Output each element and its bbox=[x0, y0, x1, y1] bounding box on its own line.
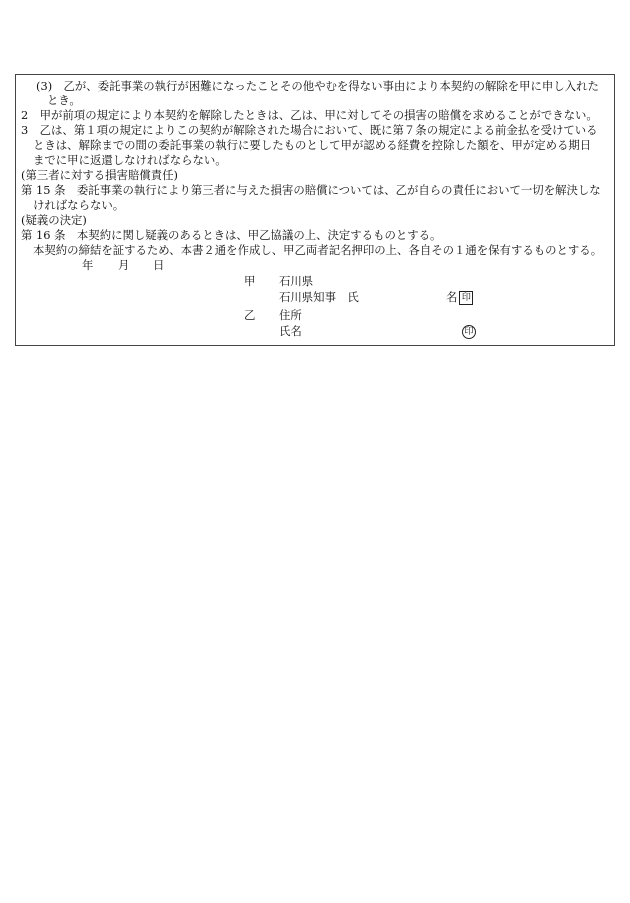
party-b-address-label: 住所 bbox=[279, 308, 302, 322]
party-a-name-suffix bbox=[446, 290, 473, 305]
date-day: 日 bbox=[153, 258, 165, 272]
clause-15-line2: ければならない。 bbox=[33, 198, 125, 212]
clause-14-paragraph-3-line1: 3 乙は、第１項の規定によりこの契約が解除された場合において、既に第７条の規定による前金払を受けている bbox=[21, 123, 598, 137]
clause-15-line1: 第 15 条 委託事業の執行により第三者に与えた損害の賠償については、乙が自らの責任において一切を解決しな bbox=[21, 183, 601, 197]
party-a-name: 石川県 bbox=[279, 274, 314, 288]
closing-statement: 本契約の締結を証するため、本書２通を作成し、甲乙両者記名押印の上、各自その１通を保有するものとする。 bbox=[33, 243, 603, 257]
party-b-name-label: 氏名 bbox=[279, 324, 302, 338]
party-a-label: 甲 bbox=[244, 274, 256, 288]
clause-14-paragraph-2: 2 甲が前項の規定により本契約を解除したときは、乙は、甲に対してその損害の賠償を求めることができない。 bbox=[21, 108, 598, 122]
date-year: 年 bbox=[82, 258, 94, 272]
party-b-label: 乙 bbox=[244, 308, 256, 322]
square-seal-mark: 印 bbox=[459, 291, 473, 305]
date-month: 月 bbox=[118, 258, 130, 272]
clause-16-line1: 第 16 条 本契約に関し疑義のあるときは、甲乙協議の上、決定するものとする。 bbox=[21, 228, 442, 242]
clause-16-heading: (疑義の決定) bbox=[21, 213, 87, 227]
round-seal-mark: 印 bbox=[462, 325, 476, 339]
clause-15-heading: (第三者に対する損害賠償責任) bbox=[21, 168, 178, 182]
clause-14-item-3-line2: とき。 bbox=[47, 93, 81, 107]
party-b-seal-wrap bbox=[460, 324, 476, 339]
clause-14-paragraph-3-line3: までに甲に返還しなければならない。 bbox=[33, 153, 227, 167]
party-a-rep-title: 石川県知事 氏 bbox=[279, 290, 359, 304]
name-suffix-text: 名 bbox=[446, 290, 458, 304]
clause-14-paragraph-3-line2: ときは、解除までの間の委託事業の執行に要したものとして甲が認める経費を控除した額を、甲が定める期日 bbox=[33, 138, 592, 152]
contract-document-box bbox=[15, 74, 615, 346]
clause-14-item-3-line1: (3) 乙が、委託事業の執行が困難になったことその他やむを得ない事由により本契約の解除を甲に申し入れた bbox=[36, 79, 599, 93]
